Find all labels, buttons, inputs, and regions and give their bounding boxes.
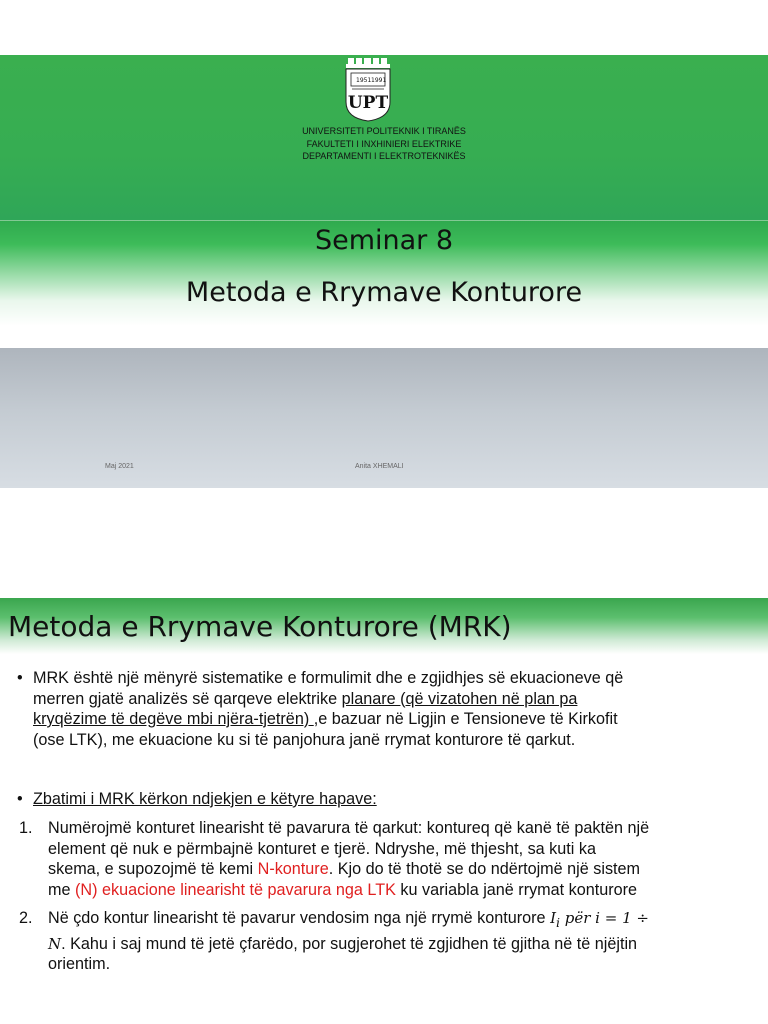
underlined-text: kryqëzime të degëve mbi njëra-tjetrën) <box>33 710 314 728</box>
bullet-text <box>33 789 763 810</box>
underlined-text: planare (që vizatohen në plan pa <box>341 689 578 708</box>
math-range: për i = 1 ÷ <box>560 909 649 927</box>
text-span: skema, e supozojmë të kemi <box>48 860 258 878</box>
svg-text:1951: 1951 <box>356 77 372 84</box>
math-var: I <box>550 909 556 927</box>
title-slide <box>0 55 768 488</box>
item-text <box>48 818 763 900</box>
math-symbol <box>550 909 649 930</box>
text-line: element që nuk e përmbajnë konturet e tjerë. Ndryshe, më thjesht, sa kuti ka <box>48 839 596 858</box>
text-line <box>48 934 763 955</box>
text-span: ,e bazuar në Ligjin e Tensioneve të Kirkofit <box>313 710 618 728</box>
upt-logo <box>342 58 394 122</box>
text-line <box>48 908 763 934</box>
footer-date: Maj 2021 <box>105 463 134 470</box>
svg-text:UPT: UPT <box>347 93 389 113</box>
department-name: DEPARTAMENTI I ELEKTROTEKNIKËS <box>302 151 466 161</box>
seminar-subtitle: Metoda e Rrymave Konturore <box>185 277 583 308</box>
text-span: ku variabla janë rrymat konturore <box>395 880 638 899</box>
footer-author: Anita XHEMALI <box>355 463 404 470</box>
bullet-mark: • <box>17 790 23 808</box>
item-number: 1. <box>19 819 33 837</box>
bullet-mark: • <box>17 669 23 687</box>
highlight-text: N-konture <box>257 860 329 878</box>
text-line: (ose LTK), me ekuacione ku si të panjohura janë rrymat konturore të qarkut. <box>33 730 576 749</box>
text-line <box>48 880 763 901</box>
math-subscript: i <box>556 915 560 930</box>
svg-text:1991: 1991 <box>371 77 387 84</box>
faculty-name: FAKULTETI I INXHINIERI ELEKTRIKE <box>306 138 462 149</box>
university-heading <box>0 125 768 163</box>
underlined-text: Zbatimi i MRK kërkon ndjekjen e këtyre hapave: <box>33 790 377 808</box>
text-span: . Kjo do të thotë se do ndërtojmë një sistem <box>328 860 641 878</box>
content-slide <box>0 598 768 1024</box>
item-number: 2. <box>19 909 33 927</box>
item-text <box>48 908 763 975</box>
text-span: Në çdo kontur linearisht të pavarur vendosim nga një rrymë konturore <box>48 909 551 927</box>
bullet-text <box>33 668 763 750</box>
slide-title: Metoda e Rrymave Konturore (MRK) <box>8 610 512 643</box>
university-name: UNIVERSITETI POLITEKNIK I TIRANËS <box>302 126 466 136</box>
text-line <box>33 689 763 710</box>
text-line: MRK është një mënyrë sistematike e formulimit dhe e zgjidhjes së ekuacioneve që <box>33 669 624 687</box>
text-span: . Kahu i saj mund të jetë çfarëdo, por sugjerohet të zgjidhen të gjitha në të njëjtin <box>61 934 638 953</box>
text-line <box>48 859 763 880</box>
seminar-title: Seminar 8 <box>314 225 454 256</box>
math-var: N <box>48 934 62 953</box>
text-line <box>33 709 763 730</box>
text-span: merren gjatë analizës së qarqeve elektrike <box>33 689 342 708</box>
highlight-text: (N) ekuacione linearisht të pavarura nga LTK <box>75 880 396 899</box>
text-line: Numërojmë konturet linearisht të pavarura të qarkut: kontureq që kanë të paktën një <box>48 819 650 837</box>
text-span: me <box>48 880 75 899</box>
text-line: orientim. <box>48 955 111 973</box>
